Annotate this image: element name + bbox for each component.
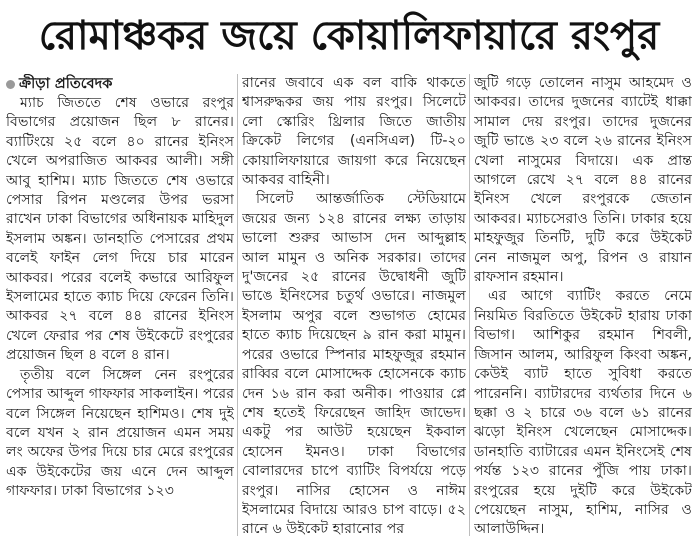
paragraph: জুটি গড়ে তোলেন নাসুম আহমেদ ও আকবর। তাদের দুজনের ব্যাটেই ধাক্কা সামাল দেয় রংপুর। তাদের দুজনের জুটি ভাঙে ২৩ বলে ২৬ রানের ইনিংস খেলা নাসুমের বিদায়ে। এক প্রান্ত আগলে রেখে ২৭ বলে ৪৪ রানের ইনিংস খেলে রংপুরকে জেতান আকবর। ম্যাচসেরাও তিনি। ঢাকার হয়ে মাহফুজুর তিনটি, দুটি করে উইকেট নেন নাজমুল অপু, রিপন ও রায়ান রাফসান রহমান। (474, 75, 692, 286)
paragraph: সিলেট আন্তর্জাতিক স্টেডিয়ামে জয়ের জন্য ১২৪ রানের লক্ষ্য তাড়ায় ভালো শুরুর আভাস দেন আব্দুল্লাহ আল মামুন ও অনিক সরকার। তাদের দু'জনের ২৫ রানের উদ্বোধনী জুটি ভাঙে ইনিংসের চতুর্থ ওভারে। নাজমুল ইসলাম অপুর বলে শুভাগত হোমের হাতে ক্যাচ দিয়েছেন ৯ রান করা মামুন। পরের ওভারে স্পিনার মাহফুজুর রহমান রাব্বির বলে মোসাদ্দেক হোসেনকে ক্যাচ দেন ১৬ রান করা অনীক। পাওয়ার প্লে শেষ হতেই ফিরেছেন জাহিদ জাভেদ। একটু পর আউট হয়েছেন ইকবাল হোসেন ইমনও। ঢাকা বিভাগের বোলারদের চাপে ব্যাটিং বিপর্যয়ে পড়ে রংপুর। নাসির হোসেন ও নাঈম ইসলামের বিদায়ে আরও চাপ বাড়ে। ৫২ রানে ৬ উইকেট হারানোর পর (242, 191, 466, 538)
bullet-icon (6, 80, 15, 89)
article-column-3 (474, 74, 692, 542)
byline-text: ক্রীড়া প্রতিবেদক (19, 76, 113, 92)
headline: রোমাঞ্চকর জয়ে কোয়ালিফায়ারে রংপুর (38, 13, 660, 59)
paragraph: এর আগে ব্যাটিং করতে নেমে নিয়মিত বিরতিতে উইকেট হারায় ঢাকা বিভাগ। আশিকুর রহমান শিবলী, জিসান আলম, আরিফুল কিংবা অঙ্কন, কেউই ব্যাট হাতে সুবিধা করতে পারেননি। ব্যাটারদের ব্যর্থতার দিনে ৬ ছক্কা ও ২ চারে ৩৬ বলে ৬১ রানের ঝড়ো ইনিংস খেলেছেন মোসাদ্দেক। ডানহাতি ব্যাটারের এমন ইনিংসেই শেষ পর্যন্ত ১২৩ রানের পুঁজি পায় ঢাকা। রংপুরের হয়ে দুইটি করে উইকেট পেয়েছেন নাসুম, হাশিম, নাসির ও আলাউদ্দিন। (474, 288, 692, 538)
article-column-1 (6, 74, 234, 542)
paragraph: রানের জবাবে এক বল বাকি থাকতে শ্বাসরুদ্ধকর জয় পায় রংপুর। সিলেটে লো স্কোরিং থ্রিলার জিতে জাতীয় ক্রিকেট লিগের (এনসিএল) টি-২০ কোয়ালিফায়ারে জায়গা করে নিয়েছেন আকবর বাহিনী। (242, 75, 466, 189)
article-column-2 (242, 74, 466, 542)
byline (6, 74, 234, 94)
column-divider (237, 74, 238, 536)
column-divider (469, 74, 470, 536)
paragraph: তৃতীয় বলে সিঙ্গেল নেন রংপুরের পেসার আব্দুল গাফফার সাকলাইন। পরের বলে সিঙ্গেল নিয়েছেন হাশিমও। শেষ দুই বলে যখন ২ রান প্রয়োজন এমন সময় লং অফের উপর দিয়ে চার মেরে রংপুরের এক উইকেটের জয় এনে দেন আব্দুল গাফফার। ঢাকা বিভাগের ১২৩ (6, 366, 234, 500)
paragraph: ম্যাচ জিততে শেষ ওভারে রংপুর বিভাগের প্রয়োজন ছিল ৮ রানের। ব্যাটিংয়ে ২৫ বলে ৪০ রানের ইনিংস খেলে অপরাজিত আকবর আলী। সঙ্গী আবু হাশিম। ম্যাচ জিততে শেষ ওভারে পেসার রিপন মণ্ডলের উপর ভরসা রাখেন ঢাকা বিভাগের অধিনায়ক মাহিদুল ইসলাম অঙ্কন। ডানহাতি পেসারের প্রথম বলেই ফাইন লেগ দিয়ে চার মারেন আকবর। পরের বলেই কভারে আরিফুল ইসলামের হাতে ক্যাচ দিয়ে ফেরেন তিনি। আকবর ২৭ বলে ৪৪ রানের ইনিংস খেলে ফেরার পর শেষ উইকেটে রংপুরের প্রয়োজন ছিল ৪ বলে ৪ রান। (6, 95, 234, 364)
